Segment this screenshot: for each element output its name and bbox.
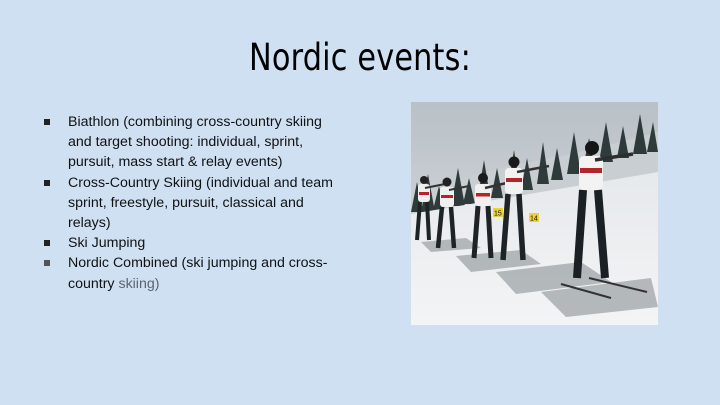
bullet-list	[44, 112, 344, 294]
target-number-label: 15	[494, 210, 502, 218]
square-bullet-icon	[44, 260, 50, 266]
square-bullet-icon	[44, 240, 50, 246]
bullet-text: Nordic Combined (ski jumping and cross-country	[68, 255, 328, 292]
biathlon-photo	[411, 102, 658, 325]
target-number-label: 14	[530, 215, 538, 223]
square-bullet-icon	[44, 180, 50, 186]
list-item	[44, 112, 344, 173]
bullet-text-tail: skiing)	[118, 275, 160, 292]
list-item	[44, 233, 344, 253]
list-item	[44, 173, 344, 234]
slide-title: Nordic events:	[249, 36, 471, 79]
square-bullet-icon	[44, 119, 50, 125]
bullet-text: Biathlon (combining cross-country skiing and target shooting: individual, sprint, pursuit, mass start & relay events)	[68, 114, 322, 171]
bullet-text: Ski Jumping	[68, 235, 146, 252]
bullet-text: Cross-Country Skiing (individual and team sprint, freestyle, pursuit, classical and relays)	[68, 174, 333, 232]
list-item	[44, 253, 344, 293]
